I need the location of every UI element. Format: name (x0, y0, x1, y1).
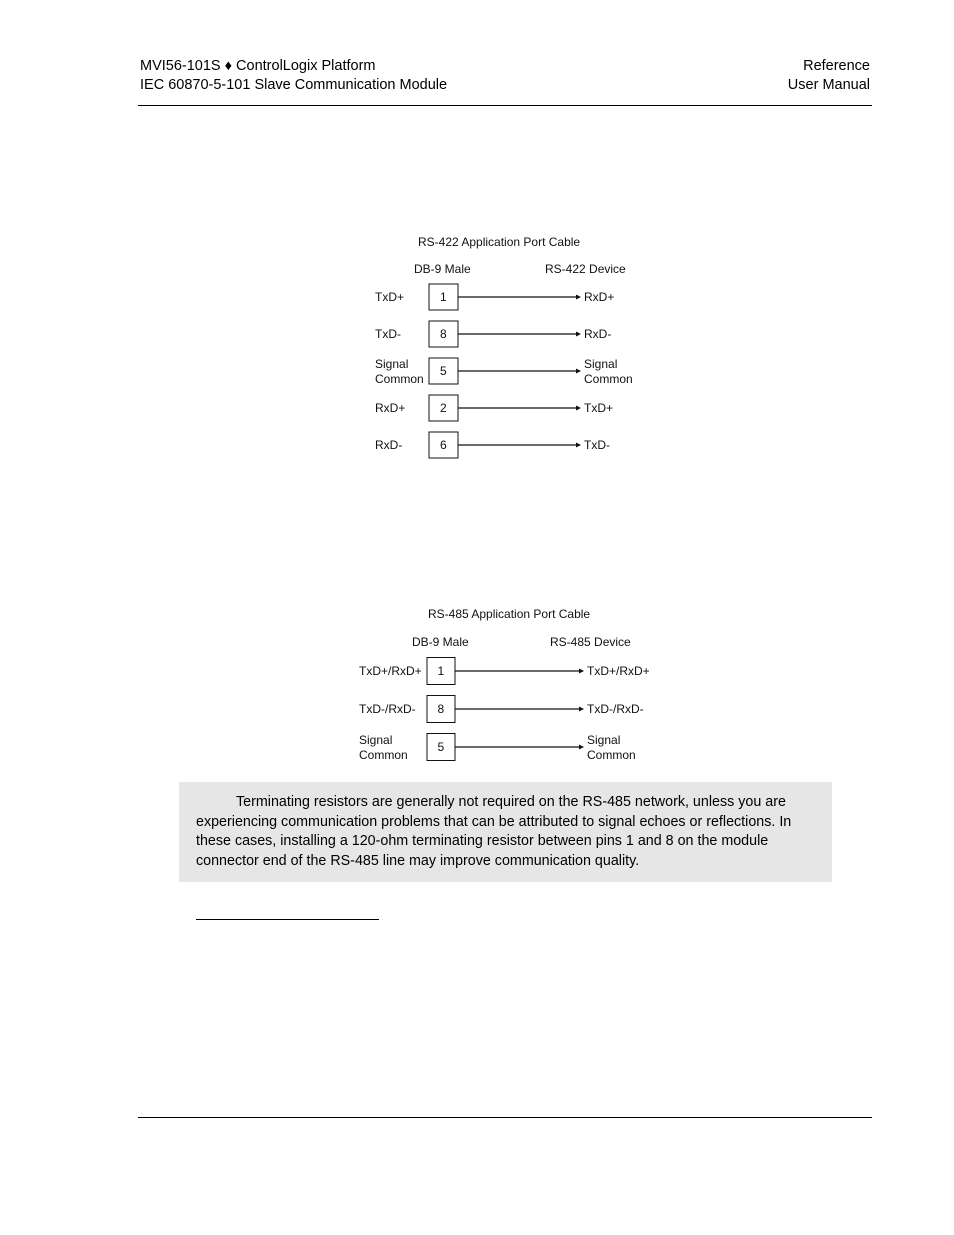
signal-label-left: TxD-/RxD- (359, 702, 416, 716)
wire-arrowhead (576, 443, 581, 448)
pin-number: 6 (440, 438, 447, 452)
signal-label-left: TxD+ (375, 290, 405, 304)
pin-number: 5 (437, 740, 445, 754)
connector-header-left: DB-9 Male (412, 635, 469, 649)
diagram-title: RS-485 Application Port Cable (428, 607, 591, 621)
pin-number: 2 (440, 401, 447, 415)
rs422-cable-diagram (360, 230, 660, 470)
signal-label-left: RxD+ (375, 401, 406, 415)
header-product-title: MVI56-101S ♦ ControlLogix Platform (140, 58, 376, 74)
signal-label-left: RxD- (375, 438, 403, 452)
header-doc-type: User Manual (787, 77, 870, 93)
connector-header-right: RS-485 Device (550, 635, 631, 649)
pin-number: 1 (437, 664, 445, 678)
footer-rule (138, 1117, 872, 1118)
pin-number: 8 (440, 327, 447, 341)
header-product-subtitle: IEC 60870-5-101 Slave Communication Module (140, 77, 448, 93)
signal-label-right: Signal (584, 357, 618, 371)
pin-number: 5 (440, 364, 447, 378)
connector-header-right: RS-422 Device (545, 262, 626, 276)
termination-note-text: Terminating resistors are generally not required on the RS-485 network, unless you are experiencing communication problems that can be attributed to signal echoes or reflections. In these cases, installing a 120-ohm terminating resistor between pins 1 and 8 on the module connector end of the RS-485 line may improve communication quality. (196, 794, 792, 869)
wire-arrowhead (579, 669, 584, 674)
signal-label-left: TxD- (375, 327, 401, 341)
page-header-right (788, 57, 870, 95)
termination-note-box (179, 782, 832, 882)
signal-label-right: TxD-/RxD- (587, 702, 644, 716)
pin-number: 8 (437, 702, 445, 716)
wire-arrowhead (579, 707, 584, 712)
pin-number: 1 (440, 290, 447, 304)
wire-arrowhead (579, 745, 584, 750)
wire-arrowhead (576, 332, 581, 337)
signal-label-right: Common (584, 372, 633, 386)
page-header-left (140, 57, 447, 95)
signal-label-right: Common (587, 748, 636, 762)
signal-label-left: Signal (359, 733, 393, 747)
wire-arrowhead (576, 406, 581, 411)
rs485-cable-diagram (350, 602, 670, 772)
connector-header-left: DB-9 Male (414, 262, 471, 276)
wire-arrowhead (576, 295, 581, 300)
header-section-label: Reference (803, 58, 870, 74)
signal-label-right: TxD+ (584, 401, 614, 415)
signal-label-left: TxD+/RxD+ (359, 664, 422, 678)
wire-arrowhead (576, 369, 581, 374)
header-rule (138, 105, 872, 106)
signal-label-left: Common (359, 748, 408, 762)
signal-label-right: RxD- (584, 327, 612, 341)
signal-label-right: TxD+/RxD+ (587, 664, 650, 678)
signal-label-right: TxD- (584, 438, 610, 452)
signal-label-left: Signal (375, 357, 409, 371)
signal-label-right: Signal (587, 733, 621, 747)
signal-label-right: RxD+ (584, 290, 615, 304)
diagram-title: RS-422 Application Port Cable (418, 235, 581, 249)
signal-label-left: Common (375, 372, 424, 386)
footnote-rule (196, 919, 379, 920)
